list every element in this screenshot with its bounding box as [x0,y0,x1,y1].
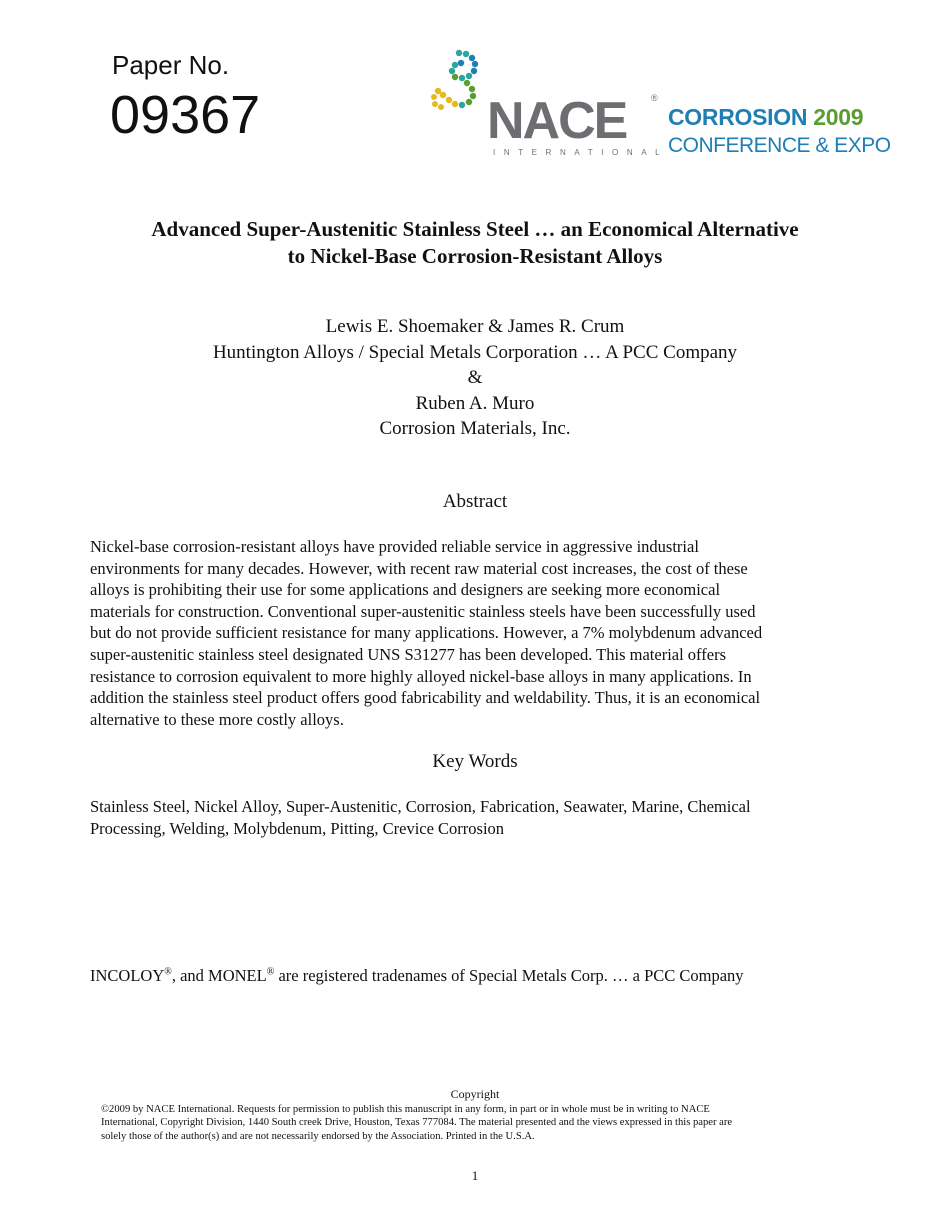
trademark-rest: are registered tradenames of Special Metals Corp. … a PCC Company [274,966,744,985]
abstract-line: super-austenitic stainless steel designated UNS S31277 has been developed. This material offers [90,644,726,664]
abstract-line: resistance to corrosion equivalent to more highly alloyed nickel-base alloys in many applications. In [90,666,752,686]
corrosion-word: CORROSION [668,104,808,130]
author-names-1: Lewis E. Shoemaker & James R. Crum [325,316,625,337]
abstract-line: alternative to these more costly alloys. [90,709,344,729]
keywords-line: Processing, Welding, Molybdenum, Pitting, Crevice Corrosion [90,819,505,838]
paper-number-label: Paper No. [112,50,230,80]
abstract-line: but do not provide sufficient resistance for many applications. However, a 7% molybdenum advanced [90,623,763,643]
corrosion-2009-title [668,104,863,131]
corrosion-year: 2009 [813,104,864,130]
copyright-body [101,1103,881,1143]
paper-number: 09367 [110,85,261,145]
abstract-line: environments for many decades. However, with recent raw material cost increases, the cost of these [90,558,748,578]
conference-expo: CONFERENCE & EXPO [668,134,891,157]
copyright-line: International, Copyright Division, 1440 South creek Drive, Houston, Texas 777084. The material presented and the views expressed in this paper are [101,1117,733,1129]
keywords-heading: Key Words [432,751,518,772]
nace-wordmark: NACE [487,92,627,150]
keywords-line: Stainless Steel, Nickel Alloy, Super-Austenitic, Corrosion, Fabrication, Seawater, Marine, Chemical [90,797,751,816]
page-number: 1 [471,1168,479,1183]
nace-registered-mark: ® [651,93,658,103]
copyright-line: solely those of the author(s) and are not necessarily endorsed by the Association. Printed in the U.S.A. [101,1130,535,1142]
paper-title-line: to Nickel-Base Corrosion-Resistant Alloys [287,244,663,268]
abstract-line: alloys is prohibiting their use for some applications and designers are seeking more economical [90,580,721,600]
trademark-middle: , and MONEL [171,966,267,985]
trademark-incoloy: INCOLOY [90,966,165,985]
author-affiliation-1: Huntington Alloys / Special Metals Corporation … A PCC Company [212,341,738,363]
abstract-line: materials for construction. Conventional super-austenitic stainless steels have been successfully used [90,601,756,621]
registered-mark: ® [164,966,172,978]
paper-title [60,216,890,270]
authors-block [60,314,890,442]
abstract-heading: Abstract [442,491,508,512]
copyright-heading: Copyright [450,1087,500,1101]
nace-international: INTERNATIONAL [493,148,669,157]
abstract-line: addition the stainless steel product offers good fabricability and weldability. Thus, it is an economical [90,688,761,708]
copyright-line: ©2009 by NACE International. Requests for permission to publish this manuscript in any form, in part or in whole must be in writing to NACE [101,1104,710,1115]
abstract-line: Nickel-base corrosion-resistant alloys have provided reliable service in aggressive industrial [90,537,699,556]
trademark-note [90,966,744,986]
nace-corrosion-logo [425,45,905,165]
author-affiliation-2: Corrosion Materials, Inc. [379,418,571,439]
author-ampersand: & [467,367,483,388]
paper-title-line: Advanced Super-Austenitic Stainless Steel … an Economical Alternative [151,217,799,241]
nace-swirl-icon [425,45,495,115]
abstract-body [90,536,880,730]
registered-mark: ® [266,966,275,978]
keywords-body [90,796,880,840]
author-names-2: Ruben A. Muro [415,392,535,414]
